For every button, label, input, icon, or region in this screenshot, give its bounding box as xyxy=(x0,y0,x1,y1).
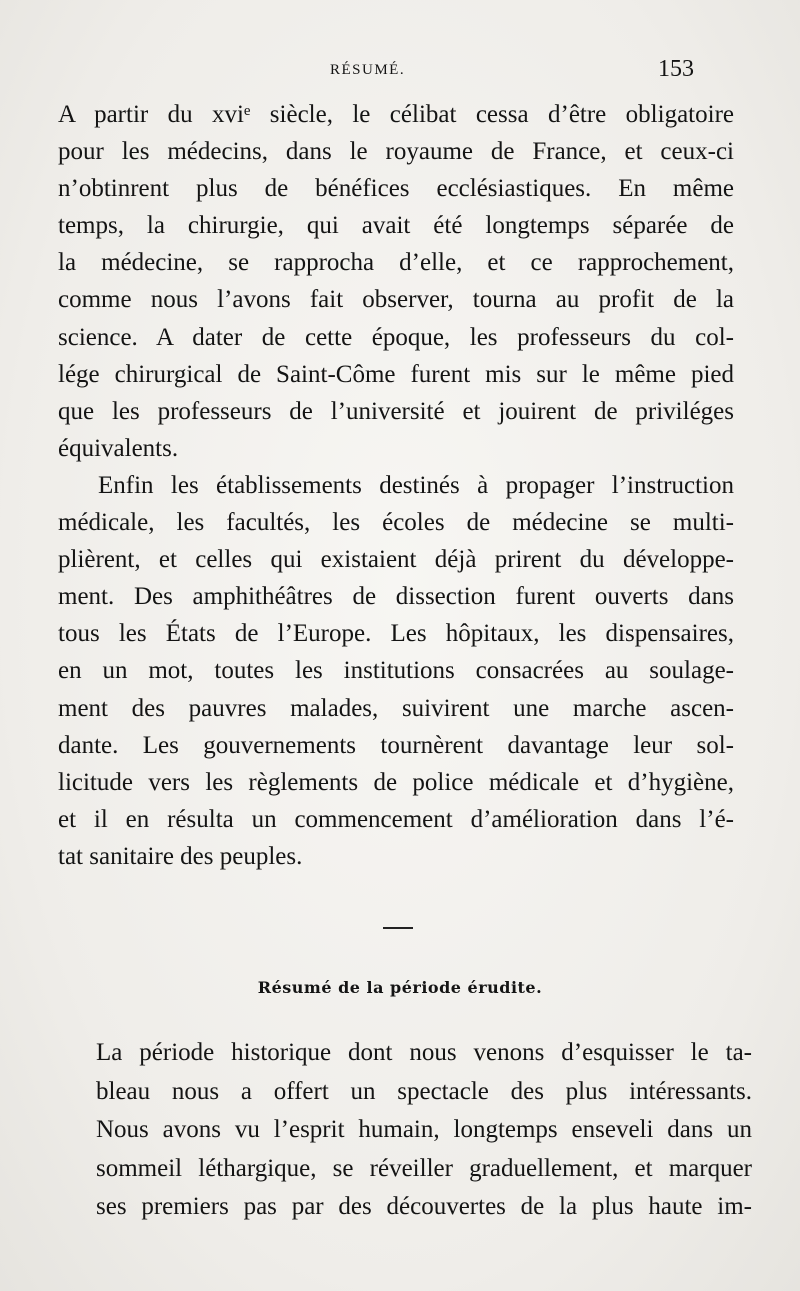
paragraph-1 xyxy=(58,96,734,467)
text-line: bleau nous a offert un spectacle des plus intéressants. xyxy=(96,1077,752,1105)
page-header xyxy=(0,56,800,86)
text-line: temps, la chirurgie, qui avait été longtemps séparée de xyxy=(58,212,734,240)
text-line: Enfin les établissements destinés à propager l’instruction xyxy=(98,471,734,499)
section-body xyxy=(96,1034,752,1227)
text-line: lége chirurgical de Saint-Côme furent mis sur le même pied xyxy=(58,360,734,388)
text-line: tous les États de l’Europe. Les hôpitaux, les dispensaires, xyxy=(58,620,734,648)
text-line: licitude vers les règlements de police médicale et d’hygiène, xyxy=(58,768,734,796)
text-line: pour les médecins, dans le royaume de France, et ceux-ci xyxy=(58,138,734,166)
text-line: en un mot, toutes les institutions consacrées au soulage- xyxy=(58,657,734,685)
text-line: n’obtinrent plus de bénéfices ecclésiastiques. En même xyxy=(58,175,734,203)
text-line: A partir du xviᵉ siècle, le célibat cessa d’être obligatoire xyxy=(58,101,734,128)
text-line: ment des pauvres malades, suivirent une marche ascen- xyxy=(58,694,734,722)
text-line: ment. Des amphithéâtres de dissection furent ouverts dans xyxy=(58,583,734,611)
text-line: équivalents. xyxy=(58,434,179,462)
section-divider xyxy=(383,927,413,929)
text-line: dante. Les gouvernements tournèrent davantage leur sol- xyxy=(58,731,734,759)
text-line: sommeil léthargique, se réveiller graduellement, et marquer xyxy=(96,1154,752,1182)
text-line: que les professeurs de l’université et jouirent de priviléges xyxy=(58,397,734,425)
text-line: médicale, les facultés, les écoles de médecine se multi- xyxy=(58,509,734,537)
text-line: ses premiers pas par des découvertes de la plus haute im- xyxy=(96,1193,752,1220)
text-line: la médecine, se rapprocha d’elle, et ce rapprochement, xyxy=(58,249,734,277)
text-line: et il en résulta un commencement d’amélioration dans l’é- xyxy=(58,805,734,833)
paragraph-2 xyxy=(58,467,734,875)
section-heading: Résumé de la période érudite. xyxy=(257,978,543,997)
page-number: 153 xyxy=(658,56,694,82)
running-head: RÉSUMÉ. xyxy=(330,62,406,78)
main-text xyxy=(58,96,734,875)
text-line: comme nous l’avons fait observer, tourna au profit de la xyxy=(58,286,734,314)
text-line: La période historique dont nous venons d’esquisser le ta- xyxy=(96,1039,752,1066)
text-line: science. A dater de cette époque, les professeurs du col- xyxy=(58,323,734,351)
text-line: tat sanitaire des peuples. xyxy=(58,842,303,870)
text-line: plièrent, et celles qui existaient déjà prirent du développe- xyxy=(58,546,734,574)
text-line: Nous avons vu l’esprit humain, longtemps enseveli dans un xyxy=(96,1116,752,1143)
